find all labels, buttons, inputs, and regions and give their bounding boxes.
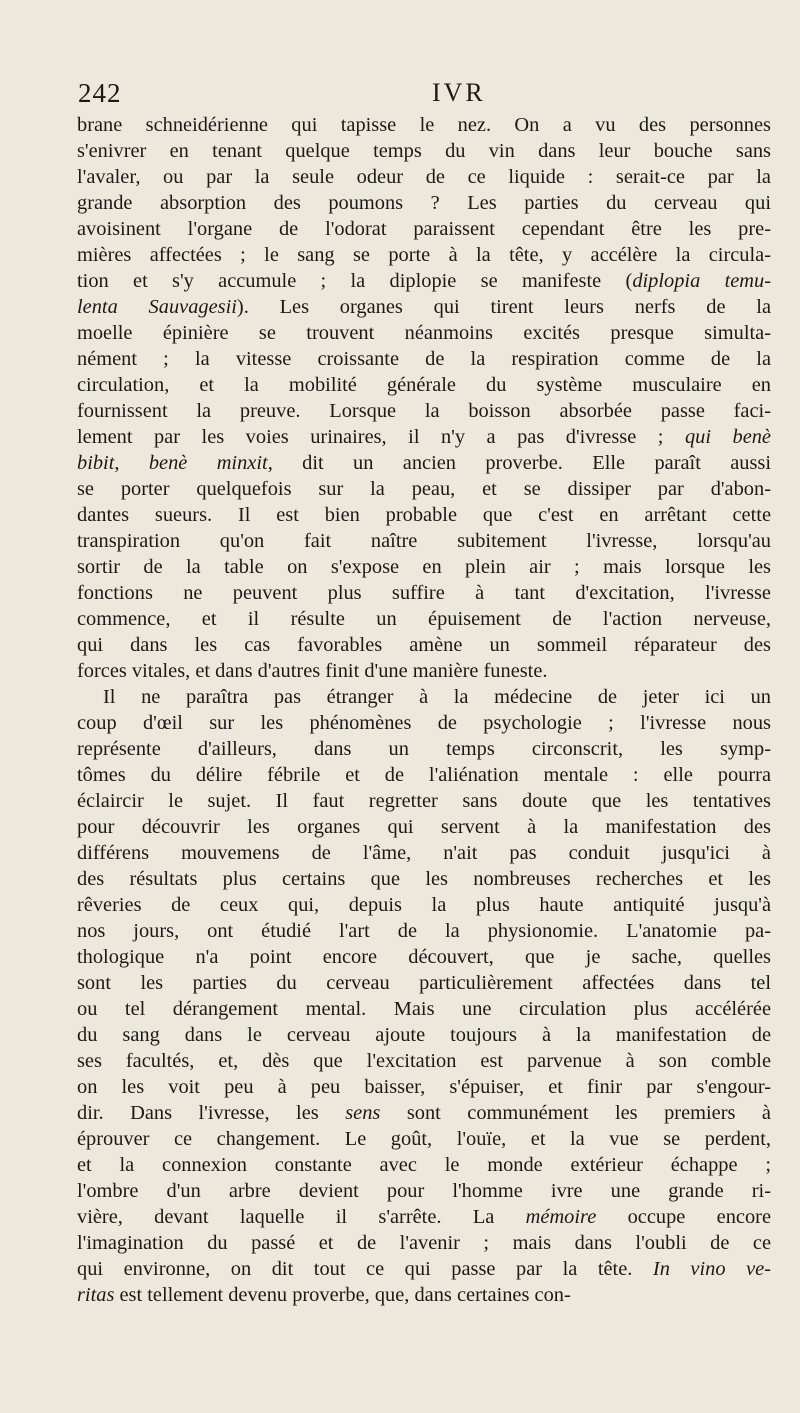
text-line <box>77 1022 771 1048</box>
italic-span: bibit <box>77 452 115 474</box>
text-span: pour découvrir les organes qui servent à la manifestation des <box>77 816 771 838</box>
text-span: lement par les voies urinaires, il n'y a pas d'ivresse ; <box>77 426 685 448</box>
text-line <box>77 294 771 320</box>
text-line <box>77 1282 771 1308</box>
text-line <box>77 866 771 892</box>
text-line <box>77 1230 771 1256</box>
text-span: grande absorption des poumons ? Les parties du cerveau qui <box>77 192 771 214</box>
text-line <box>77 528 771 554</box>
text-span: éprouver ce changement. Le goût, l'ouïe, et la vue se perdent, <box>77 1128 771 1150</box>
text-span: s'enivrer en tenant quelque temps du vin dans leur bouche sans <box>77 140 771 162</box>
text-span: circulation, et la mobilité générale du système musculaire en <box>77 374 771 396</box>
text-span: sortir de la table on s'expose en plein air ; mais lorsque les <box>77 556 771 578</box>
text-line <box>77 268 771 294</box>
text-span: ). Les organes qui tirent leurs nerfs de la <box>236 296 771 318</box>
text-span: nément ; la vitesse croissante de la respiration comme de la <box>77 348 771 370</box>
text-line <box>77 1048 771 1074</box>
text-line <box>77 372 771 398</box>
text-line <box>77 164 771 190</box>
text-span: éclaircir le sujet. Il faut regretter sans doute que les tentatives <box>77 790 771 812</box>
text-span: sont communément les premiers à <box>380 1102 771 1124</box>
text-line <box>77 710 771 736</box>
italic-span: benè minxit <box>148 452 268 474</box>
text-span: Il ne paraîtra pas étranger à la médecine de jeter ici un <box>103 686 771 708</box>
text-span: et la connexion constante avec le monde extérieur échappe ; <box>77 1154 771 1176</box>
text-line <box>77 502 771 528</box>
show-through-text <box>180 1312 740 1338</box>
text-span: représente d'ailleurs, dans un temps circonscrit, les symp- <box>77 738 771 760</box>
text-span: , <box>114 452 149 474</box>
text-line <box>77 1100 771 1126</box>
text-span: transpiration qu'on fait naître subitement l'ivresse, lorsqu'au <box>77 530 771 552</box>
text-span: thologique n'a point encore découvert, que je sache, quelles <box>77 946 771 968</box>
text-span: nos jours, ont étudié l'art de la physionomie. L'anatomie pa- <box>77 920 771 942</box>
text-span: fonctions ne peuvent plus suffire à tant d'excitation, l'ivresse <box>77 582 771 604</box>
text-span: se porter quelquefois sur la peau, et se dissiper par d'abon- <box>77 478 771 500</box>
text-line <box>77 1204 771 1230</box>
text-line <box>77 138 771 164</box>
italic-span: lenta Sauvagesii <box>77 296 237 318</box>
text-span: dantes sueurs. Il est bien probable que c'est en arrêtant cette <box>77 504 771 526</box>
text-span: l'ombre d'un arbre devient pour l'homme ivre une grande ri- <box>77 1180 771 1202</box>
italic-span: diplopia temu- <box>632 270 772 292</box>
text-line <box>77 606 771 632</box>
text-span: des résultats plus certains que les nombreuses recherches et les <box>77 868 771 890</box>
text-line <box>77 190 771 216</box>
text-span: vière, devant laquelle il s'arrête. La <box>77 1206 526 1228</box>
italic-span: In vino ve- <box>652 1258 771 1280</box>
text-span: rêveries de ceux qui, depuis la plus haute antiquité jusqu'à <box>77 894 771 916</box>
italic-span: sens <box>345 1102 381 1124</box>
text-span: ses facultés, et, dès que l'excitation est parvenue à son comble <box>77 1050 771 1072</box>
body-text <box>77 112 771 1308</box>
italic-span: qui benè <box>684 426 771 448</box>
text-span: avoisinent l'organe de l'odorat paraissent cependant être les pre- <box>77 218 771 240</box>
text-span: qui dans les cas favorables amène un sommeil réparateur des <box>77 634 771 656</box>
text-line <box>77 840 771 866</box>
text-line <box>77 554 771 580</box>
text-line <box>77 970 771 996</box>
text-span: commence, et il résulte un épuisement de l'action nerveuse, <box>77 608 771 630</box>
text-line <box>77 736 771 762</box>
text-line <box>77 112 771 138</box>
italic-span: mémoire <box>525 1206 597 1228</box>
text-span: tômes du délire fébrile et de l'aliénation mentale : elle pourra <box>77 764 771 786</box>
text-span: sont les parties du cerveau particulièrement affectées dans tel <box>77 972 771 994</box>
text-span: qui environne, on dit tout ce qui passe par la tête. <box>77 1258 653 1280</box>
text-line <box>77 476 771 502</box>
text-line <box>77 398 771 424</box>
text-line <box>77 216 771 242</box>
text-span: brane schneidérienne qui tapisse le nez. On a vu des personnes <box>77 114 771 136</box>
text-span: est tellement devenu proverbe, que, dans certaines con- <box>114 1284 571 1306</box>
text-line <box>77 1074 771 1100</box>
text-line <box>77 814 771 840</box>
text-line <box>77 424 771 450</box>
text-line <box>77 762 771 788</box>
running-head: IVR <box>432 78 486 107</box>
text-span: , dit un ancien proverbe. Elle paraît aussi <box>267 452 772 474</box>
text-span: l'imagination du passé et de l'avenir ; mais dans l'oubli de ce <box>77 1232 771 1254</box>
text-line <box>77 450 771 476</box>
text-span: forces vitales, et dans d'autres finit d'une manière funeste. <box>77 660 548 682</box>
text-span: on les voit peu à peu baisser, s'épuiser, et finir par s'engour- <box>77 1076 771 1098</box>
text-span: occupe encore <box>596 1206 771 1228</box>
page-number: 242 <box>78 78 122 108</box>
text-line <box>77 788 771 814</box>
text-span: du sang dans le cerveau ajoute toujours à la manifestation de <box>77 1024 771 1046</box>
text-span: coup d'œil sur les phénomènes de psychologie ; l'ivresse nous <box>77 712 771 734</box>
text-line <box>77 684 771 710</box>
text-span: fournissent la preuve. Lorsque la boisson absorbée passe faci- <box>77 400 771 422</box>
italic-span: ritas <box>77 1284 115 1306</box>
text-span: moelle épinière se trouvent néanmoins excités presque simulta- <box>77 322 771 344</box>
text-line <box>77 1126 771 1152</box>
text-line <box>77 242 771 268</box>
text-span: différens mouvemens de l'âme, n'ait pas conduit jusqu'ici à <box>77 842 771 864</box>
text-line <box>77 320 771 346</box>
text-line <box>77 1178 771 1204</box>
text-line <box>77 918 771 944</box>
text-line <box>77 1256 771 1282</box>
text-line <box>77 580 771 606</box>
page-header <box>78 78 774 112</box>
text-line <box>77 1152 771 1178</box>
text-line <box>77 658 771 684</box>
text-span: mières affectées ; le sang se porte à la tête, y accélère la circula- <box>77 244 771 266</box>
text-line <box>77 892 771 918</box>
text-line <box>77 944 771 970</box>
text-span: tion et s'y accumule ; la diplopie se manifeste ( <box>77 270 633 292</box>
text-line <box>77 632 771 658</box>
text-span: ou tel dérangement mental. Mais une circulation plus accélérée <box>77 998 771 1020</box>
text-line <box>77 346 771 372</box>
text-span: dir. Dans l'ivresse, les <box>77 1102 346 1124</box>
text-span: l'avaler, ou par la seule odeur de ce liquide : serait-ce par la <box>77 166 771 188</box>
text-line <box>77 996 771 1022</box>
